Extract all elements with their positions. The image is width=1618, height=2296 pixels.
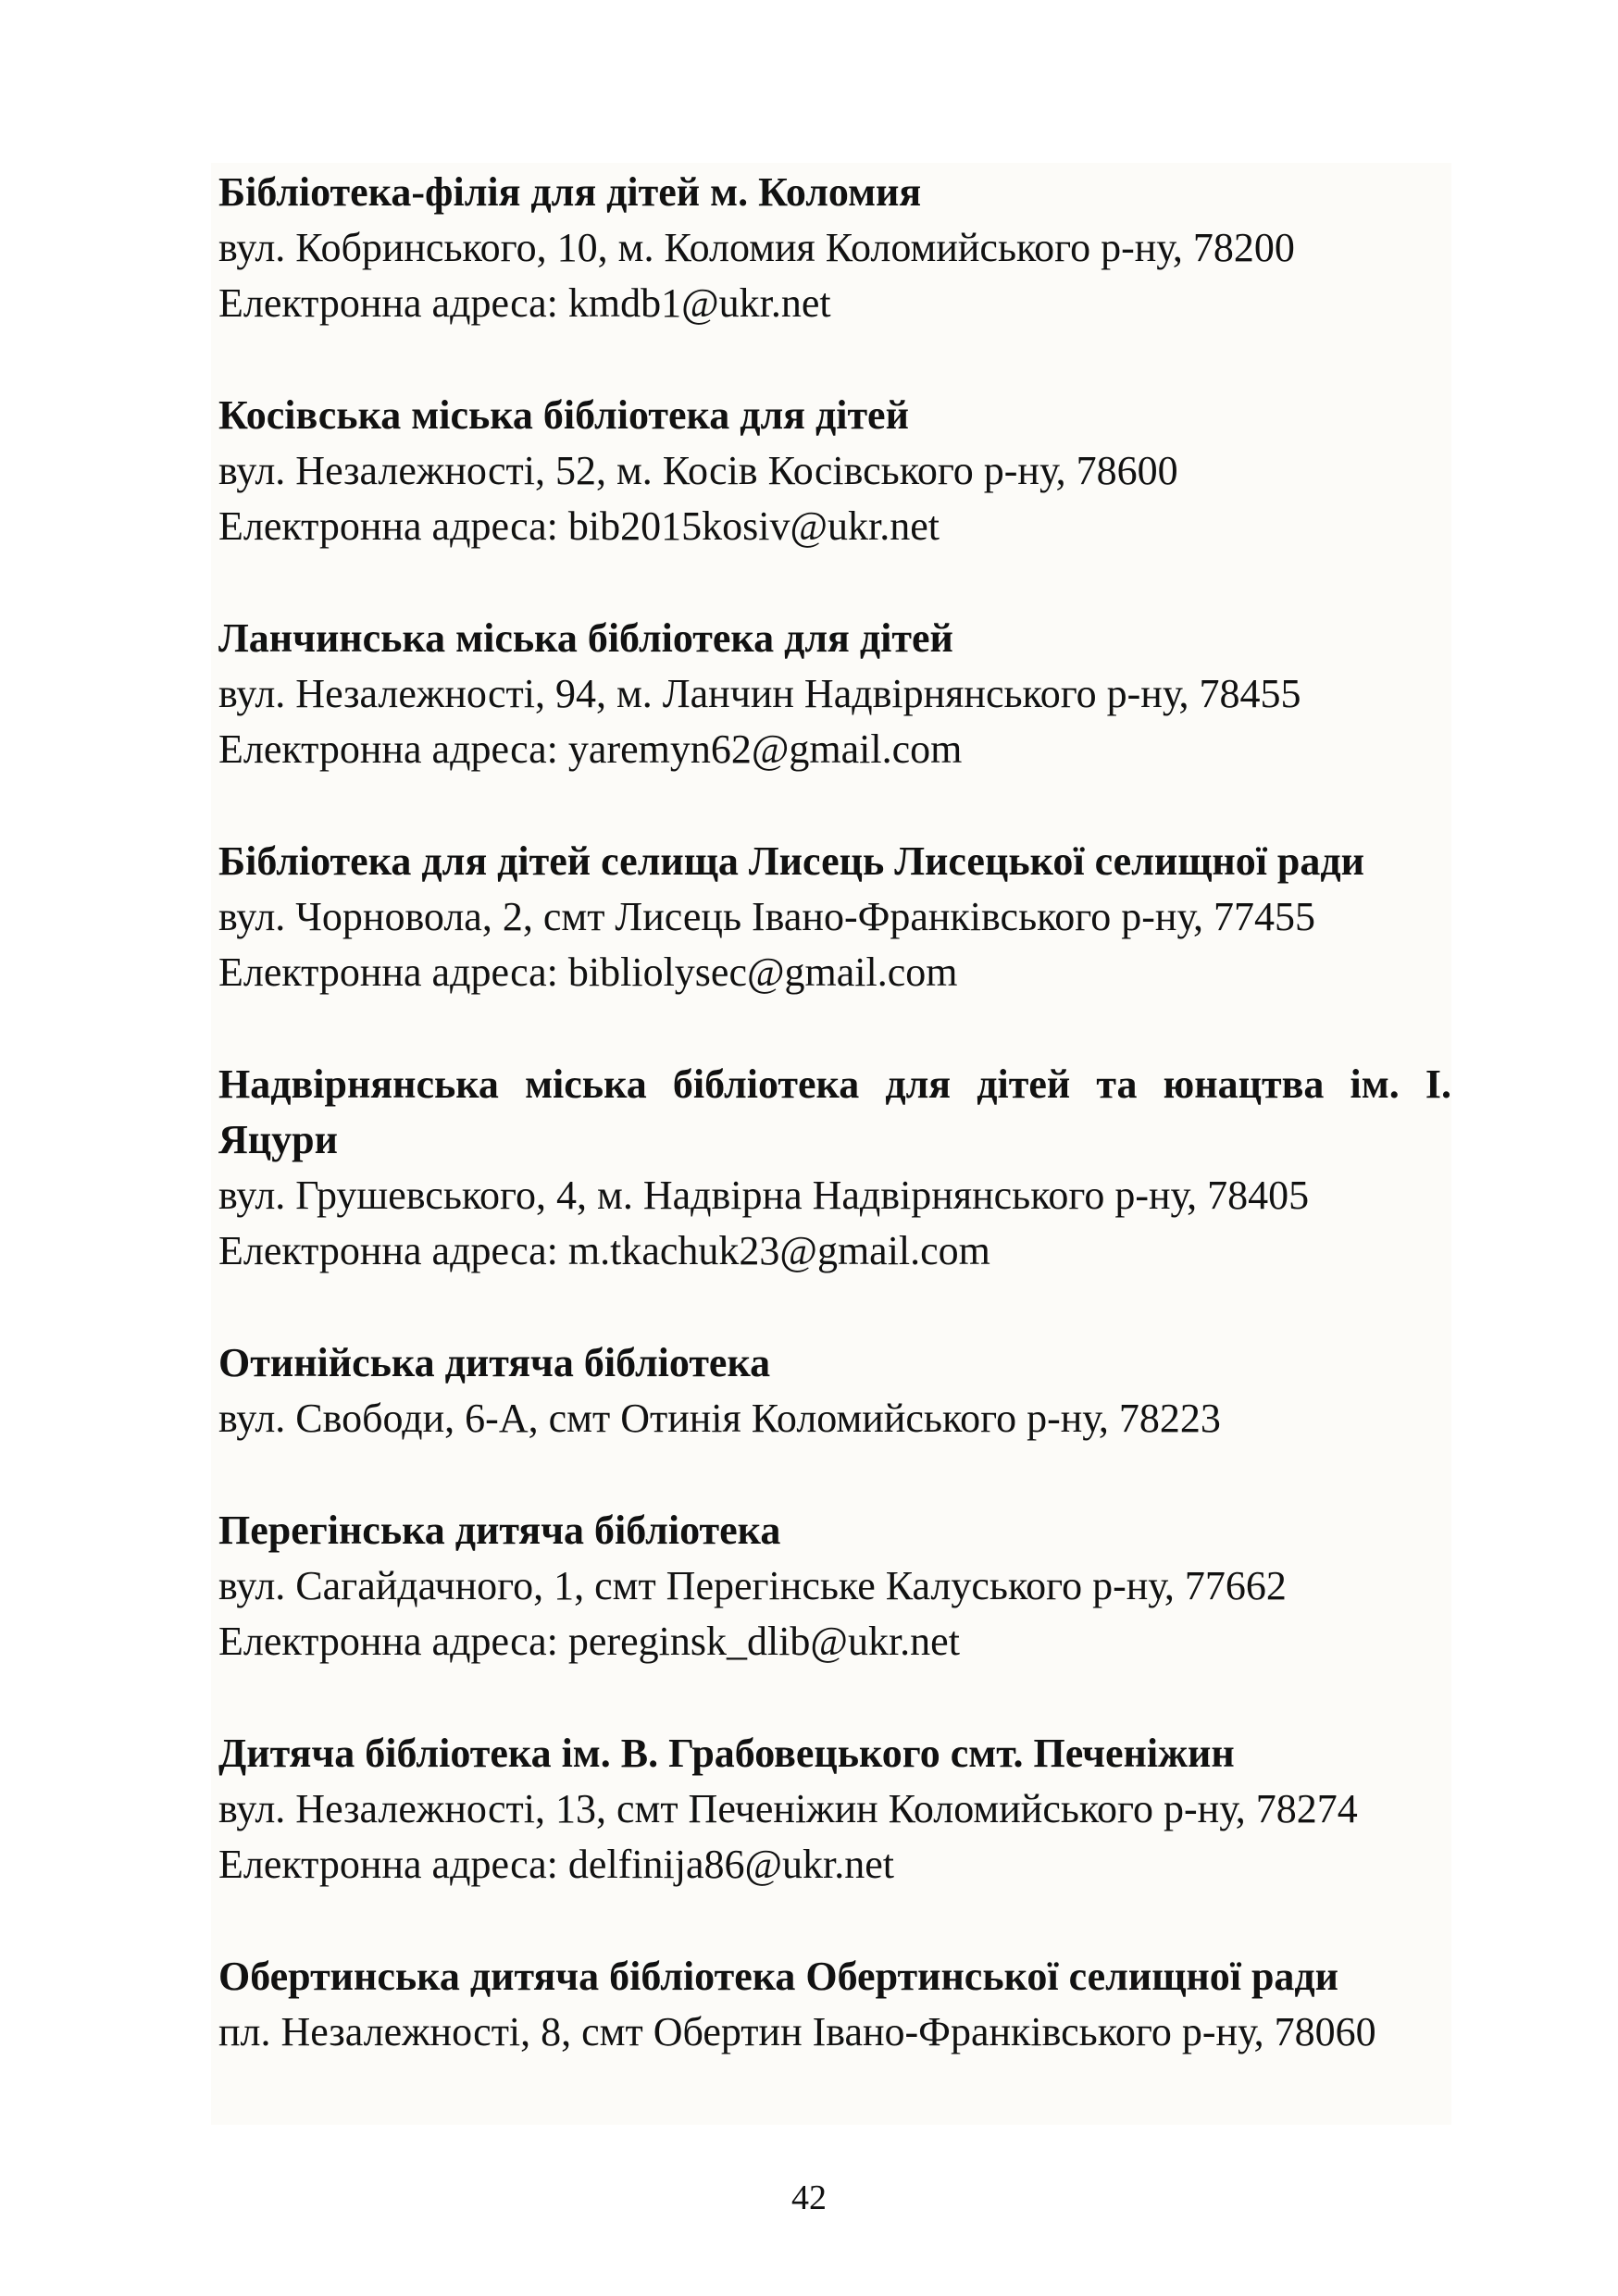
library-email: Електронна адреса: m.tkachuk23@gmail.com [218, 1228, 990, 1273]
library-name: Бібліотека-філія для дітей м. Коломия [218, 169, 922, 215]
library-entry [218, 1949, 1451, 2060]
library-entry [218, 834, 1451, 1000]
library-address: вул. Сагайдачного, 1, смт Перегінське Калуського р-ну, 77662 [218, 1563, 1287, 1608]
library-entry [218, 1057, 1451, 1279]
library-entry [218, 1503, 1451, 1669]
library-entry [218, 388, 1451, 554]
library-address: вул. Незалежності, 94, м. Ланчин Надвірнянського р-ну, 78455 [218, 671, 1301, 716]
library-name: Косівська міська бібліотека для дітей [218, 392, 909, 438]
library-name: Перегінська дитяча бібліотека [218, 1508, 781, 1553]
library-name: Надвірнянська міська бібліотека для дітей та юнацтва ім. І. Яцури [218, 1061, 1451, 1162]
library-entry [218, 165, 1451, 331]
library-address: вул. Свободи, 6-А, смт Отинія Коломийського р-ну, 78223 [218, 1396, 1221, 1441]
library-entry [218, 1335, 1451, 1446]
library-name: Обертинська дитяча бібліотека Обертинської селищної ради [218, 1954, 1339, 1999]
page-number: 42 [791, 2178, 827, 2217]
library-name: Бібліотека для дітей селища Лисець Лисецької селищної ради [218, 838, 1365, 884]
library-name: Дитяча бібліотека ім. В. Грабовецького смт. Печеніжин [218, 1731, 1235, 1776]
library-address: вул. Кобринського, 10, м. Коломия Коломийського р-ну, 78200 [218, 225, 1295, 270]
library-name: Ланчинська міська бібліотека для дітей [218, 615, 953, 661]
library-email: Електронна адреса: pereginsk_dlib@ukr.net [218, 1619, 960, 1664]
library-email: Електронна адреса: bib2015kosiv@ukr.net [218, 503, 940, 549]
library-email: Електронна адреса: bibliolysec@gmail.com [218, 949, 958, 995]
library-name: Отинійська дитяча бібліотека [218, 1340, 771, 1385]
library-list [218, 165, 1451, 2116]
library-email: Електронна адреса: kmdb1@ukr.net [218, 280, 831, 326]
library-address: вул. Незалежності, 52, м. Косів Косівського р-ну, 78600 [218, 448, 1178, 493]
library-email: Електронна адреса: yaremyn62@gmail.com [218, 726, 963, 772]
library-entry [218, 611, 1451, 777]
library-entry [218, 1726, 1451, 1893]
library-address: пл. Незалежності, 8, смт Обертин Івано-Франківського р-ну, 78060 [218, 2009, 1376, 2054]
library-email: Електронна адреса: delfinija86@ukr.net [218, 1842, 895, 1887]
library-address: вул. Грушевського, 4, м. Надвірна Надвірнянського р-ну, 78405 [218, 1173, 1310, 1218]
library-address: вул. Чорновола, 2, смт Лисець Івано-Франківського р-ну, 77455 [218, 894, 1316, 939]
library-address: вул. Незалежності, 13, смт Печеніжин Коломийського р-ну, 78274 [218, 1786, 1358, 1831]
